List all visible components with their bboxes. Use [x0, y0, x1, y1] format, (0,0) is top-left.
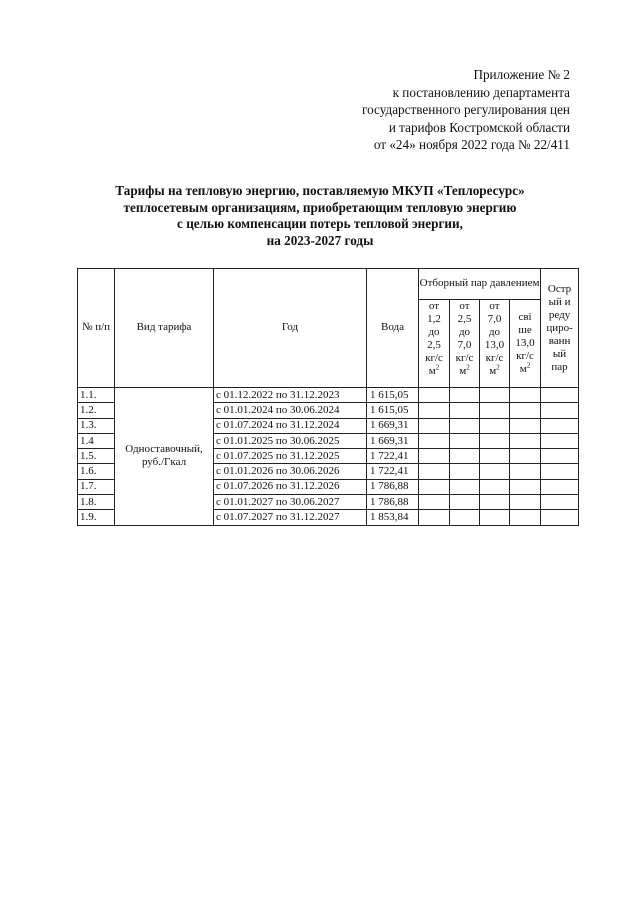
row-year: с 01.01.2026 по 30.06.2026	[214, 464, 367, 479]
header-steam-over-13	[510, 300, 541, 388]
unit-exponent: 2	[466, 363, 470, 372]
row-water: 1 786,88	[367, 479, 419, 494]
empty-cell	[419, 388, 450, 403]
row-year: с 01.07.2026 по 31.12.2026	[214, 479, 367, 494]
header-steam-2-5-7	[450, 300, 480, 388]
appendix-line: к постановлению департамента	[392, 84, 570, 100]
empty-cell	[450, 403, 480, 418]
row-num: 1.1.	[78, 388, 115, 403]
header-line	[480, 365, 509, 378]
row-year: с 01.01.2025 по 30.06.2025	[214, 433, 367, 448]
unit-text: м	[519, 363, 527, 375]
unit-exponent: 2	[526, 361, 531, 370]
header-line: до	[488, 326, 501, 338]
row-year: с 01.12.2022 по 31.12.2023	[214, 388, 367, 403]
unit-exponent: 2	[435, 363, 440, 372]
header-line: реду	[548, 308, 571, 321]
row-num: 1.3.	[78, 418, 115, 433]
appendix-reference	[250, 66, 570, 154]
empty-cell	[419, 403, 450, 418]
header-line: пар	[551, 360, 568, 373]
header-sharp-steam	[541, 269, 579, 388]
row-water: 1 669,31	[367, 433, 419, 448]
header-line: циро-	[546, 321, 573, 334]
empty-cell	[450, 418, 480, 433]
empty-cell	[510, 449, 541, 464]
empty-cell	[541, 495, 579, 510]
row-num: 1.8.	[78, 495, 115, 510]
empty-cell	[510, 388, 541, 403]
empty-cell	[541, 388, 579, 403]
header-line: 7,0	[457, 339, 472, 351]
header-line: ый	[552, 347, 567, 360]
unit-text: м	[428, 365, 436, 377]
empty-cell	[450, 495, 480, 510]
empty-cell	[541, 418, 579, 433]
empty-cell	[419, 418, 450, 433]
header-line: от	[428, 300, 440, 312]
empty-cell	[480, 388, 510, 403]
header-line: до	[458, 326, 471, 338]
header-line: 13,0	[515, 337, 535, 349]
empty-cell	[480, 418, 510, 433]
header-tariff-type: Вид тарифа	[115, 269, 214, 388]
title-line: на 2023-2027 годы	[266, 232, 374, 248]
appendix-line: и тарифов Костромской области	[388, 119, 570, 135]
empty-cell	[541, 479, 579, 494]
empty-cell	[480, 479, 510, 494]
appendix-line: от «24» ноября 2022 года № 22/411	[373, 137, 570, 152]
empty-cell	[510, 479, 541, 494]
empty-cell	[419, 479, 450, 494]
row-num: 1.2.	[78, 403, 115, 418]
header-line	[510, 363, 540, 376]
empty-cell	[510, 510, 541, 525]
header-year: Год	[214, 269, 367, 388]
header-line	[419, 365, 449, 378]
tariff-type-cell	[115, 388, 214, 526]
row-water: 1 853,84	[367, 510, 419, 525]
empty-cell	[480, 510, 510, 525]
title-line: Тарифы на тепловую энергию, поставляемую МКУП «Теплоресурс»	[115, 183, 525, 198]
row-year: с 01.07.2025 по 31.12.2025	[214, 449, 367, 464]
header-line: ванн	[548, 334, 571, 347]
header-line: ше	[518, 324, 532, 336]
empty-cell	[419, 433, 450, 448]
header-line: кг/с	[516, 350, 534, 362]
header-line: кг/с	[485, 352, 504, 364]
row-year: с 01.01.2024 по 30.06.2024	[214, 403, 367, 418]
empty-cell	[419, 464, 450, 479]
empty-cell	[510, 464, 541, 479]
row-water: 1 786,88	[367, 495, 419, 510]
row-water: 1 615,05	[367, 403, 419, 418]
header-line: 2,5	[457, 313, 472, 325]
row-year: с 01.01.2027 по 30.06.2027	[214, 495, 367, 510]
empty-cell	[541, 510, 579, 525]
header-line: 7,0	[487, 313, 502, 325]
empty-cell	[480, 464, 510, 479]
appendix-line: Приложение № 2	[473, 67, 570, 82]
row-num: 1.5.	[78, 449, 115, 464]
empty-cell	[541, 449, 579, 464]
row-num: 1.6.	[78, 464, 115, 479]
header-steam-1-2-5	[419, 300, 450, 388]
empty-cell	[450, 388, 480, 403]
empty-cell	[480, 433, 510, 448]
header-line: кг/с	[425, 352, 443, 364]
empty-cell	[541, 403, 579, 418]
appendix-line: государственного регулирования цен	[362, 102, 570, 117]
row-num: 1.9.	[78, 510, 115, 525]
empty-cell	[480, 495, 510, 510]
empty-cell	[480, 403, 510, 418]
empty-cell	[450, 510, 480, 525]
header-line: от	[489, 300, 500, 312]
row-num: 1.7.	[78, 479, 115, 494]
empty-cell	[510, 403, 541, 418]
header-line: до	[428, 326, 440, 338]
tariff-type-line: руб./Гкал	[141, 456, 187, 469]
header-steam-group: Отборный пар давлением	[419, 269, 541, 300]
row-num: 1.4	[78, 433, 115, 448]
empty-cell	[450, 433, 480, 448]
header-num: № п/п	[78, 269, 115, 388]
row-water: 1 615,05	[367, 388, 419, 403]
document-title	[60, 183, 580, 249]
header-line: 1,2	[427, 313, 441, 325]
header-line: Остр	[547, 282, 572, 295]
header-line: от	[459, 300, 470, 312]
header-steam-7-13	[480, 300, 510, 388]
row-year: с 01.07.2027 по 31.12.2027	[214, 510, 367, 525]
empty-cell	[541, 464, 579, 479]
header-line: сві	[518, 311, 532, 323]
empty-cell	[419, 510, 450, 525]
empty-cell	[541, 433, 579, 448]
empty-cell	[510, 495, 541, 510]
header-line	[450, 365, 479, 378]
header-line: ый и	[548, 295, 571, 308]
row-water: 1 722,41	[367, 449, 419, 464]
title-line: с целью компенсации потерь тепловой энергии,	[177, 216, 463, 231]
unit-text: м	[489, 365, 497, 377]
empty-cell	[510, 418, 541, 433]
empty-cell	[450, 479, 480, 494]
tariff-type-line: Одноставочный,	[125, 443, 203, 456]
table-row	[78, 388, 579, 403]
unit-exponent: 2	[496, 363, 500, 372]
empty-cell	[510, 433, 541, 448]
header-line: 2,5	[427, 339, 441, 351]
empty-cell	[480, 449, 510, 464]
tariff-table	[77, 268, 579, 526]
header-line: кг/с	[455, 352, 474, 364]
row-water: 1 669,31	[367, 418, 419, 433]
unit-text: м	[459, 365, 467, 377]
empty-cell	[450, 449, 480, 464]
header-water: Вода	[367, 269, 419, 388]
row-water: 1 722,41	[367, 464, 419, 479]
row-year: с 01.07.2024 по 31.12.2024	[214, 418, 367, 433]
empty-cell	[419, 495, 450, 510]
empty-cell	[450, 464, 480, 479]
empty-cell	[419, 449, 450, 464]
title-line: теплосетевым организациям, приобретающим тепловую энергию	[123, 199, 517, 215]
header-line: 13,0	[484, 339, 505, 351]
